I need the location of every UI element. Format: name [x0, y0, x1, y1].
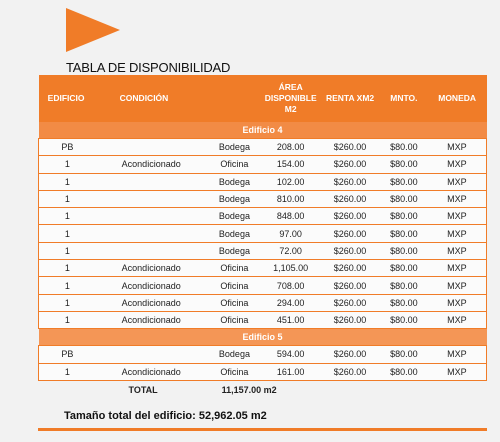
cell-mnto: $80.00	[380, 311, 428, 328]
group-band-label: Edificio 5	[39, 329, 487, 346]
cell-mnto: $80.00	[380, 260, 428, 277]
cell-moneda: MXP	[428, 190, 487, 207]
cell-area: 708.00	[261, 277, 320, 294]
cell-renta: $260.00	[320, 139, 380, 156]
header-renta: RENTA XM2	[320, 75, 380, 122]
header-edificio: EDIFICIO	[39, 75, 96, 122]
table-row	[39, 139, 487, 156]
cell-renta: $260.00	[320, 346, 380, 363]
cell-moneda: MXP	[428, 242, 487, 259]
cell-mnto: $80.00	[380, 363, 428, 380]
total-value: 11,157.00 m2	[221, 384, 277, 395]
header-area	[261, 75, 320, 122]
cell-nivel: 1	[39, 242, 96, 259]
cell-nivel: 1	[39, 294, 96, 311]
cell-nivel: 1	[39, 225, 96, 242]
cell-moneda: MXP	[428, 156, 487, 173]
cell-mnto: $80.00	[380, 190, 428, 207]
total-label: TOTAL	[128, 384, 158, 395]
cell-nivel: 1	[39, 311, 96, 328]
cell-nivel: 1	[39, 190, 96, 207]
table-row	[39, 260, 487, 277]
cell-moneda: MXP	[428, 294, 487, 311]
cell-mnto: $80.00	[380, 173, 428, 190]
cell-nivel: 1	[39, 260, 96, 277]
cell-tipo: Oficina	[208, 156, 262, 173]
header-condicion: CONDICIÓN	[96, 75, 208, 122]
table-row	[39, 225, 487, 242]
cell-mnto: $80.00	[380, 139, 428, 156]
cell-nivel: 1	[39, 208, 96, 225]
cell-area: 102.00	[261, 173, 320, 190]
cell-tipo: Bodega	[208, 190, 262, 207]
cell-mnto: $80.00	[380, 294, 428, 311]
cell-tipo: Oficina	[208, 260, 262, 277]
cell-renta: $260.00	[320, 208, 380, 225]
cell-mnto: $80.00	[380, 277, 428, 294]
table-row	[39, 346, 487, 363]
total-spacer	[380, 380, 487, 399]
header-tipo	[208, 75, 262, 122]
building-total-summary: Tamaño total del edificio: 52,962.05 m2	[64, 410, 267, 422]
cell-renta: $260.00	[320, 277, 380, 294]
cell-renta: $260.00	[320, 294, 380, 311]
cell-tipo: Bodega	[208, 208, 262, 225]
cell-tipo: Oficina	[208, 311, 262, 328]
cell-moneda: MXP	[428, 363, 487, 380]
cell-mnto: $80.00	[380, 156, 428, 173]
cell-tipo: Bodega	[208, 346, 262, 363]
cell-condicion: Acondicionado	[96, 294, 208, 311]
cell-renta: $260.00	[320, 260, 380, 277]
cell-tipo: Bodega	[208, 225, 262, 242]
table-row	[39, 277, 487, 294]
cell-nivel: PB	[39, 139, 96, 156]
cell-area: 72.00	[261, 242, 320, 259]
table-row	[39, 294, 487, 311]
cell-condicion: Acondicionado	[96, 260, 208, 277]
cell-area: 848.00	[261, 208, 320, 225]
cell-moneda: MXP	[428, 208, 487, 225]
cell-moneda: MXP	[428, 225, 487, 242]
cell-area: 810.00	[261, 190, 320, 207]
availability-table	[38, 75, 487, 399]
table-row	[39, 156, 487, 173]
group-band-row	[39, 122, 487, 139]
cell-moneda: MXP	[428, 260, 487, 277]
table-row	[39, 190, 487, 207]
cell-condicion	[96, 242, 208, 259]
header-area-line1: ÁREA	[278, 82, 303, 92]
bottom-divider	[38, 428, 487, 431]
cell-condicion	[96, 139, 208, 156]
cell-tipo: Bodega	[208, 242, 262, 259]
cell-tipo: Oficina	[208, 277, 262, 294]
cell-mnto: $80.00	[380, 208, 428, 225]
cell-condicion: Acondicionado	[96, 311, 208, 328]
cell-moneda: MXP	[428, 139, 487, 156]
cell-nivel: 1	[39, 363, 96, 380]
cell-renta: $260.00	[320, 311, 380, 328]
orange-triangle-logo-icon	[66, 8, 120, 52]
cell-nivel: 1	[39, 277, 96, 294]
cell-nivel: 1	[39, 156, 96, 173]
table-row	[39, 208, 487, 225]
cell-area: 208.00	[261, 139, 320, 156]
cell-moneda: MXP	[428, 277, 487, 294]
table-header-row	[39, 75, 487, 122]
total-row	[39, 380, 487, 399]
header-area-line3: M2	[284, 104, 297, 114]
cell-moneda: MXP	[428, 346, 487, 363]
cell-condicion: Acondicionado	[96, 277, 208, 294]
cell-area: 154.00	[261, 156, 320, 173]
table-row	[39, 363, 487, 380]
cell-area: 294.00	[261, 294, 320, 311]
cell-tipo: Bodega	[208, 139, 262, 156]
cell-condicion: Acondicionado	[96, 156, 208, 173]
cell-condicion	[96, 173, 208, 190]
cell-mnto: $80.00	[380, 242, 428, 259]
cell-tipo: Bodega	[208, 173, 262, 190]
page-title: TABLA DE DISPONIBILIDAD	[66, 60, 231, 75]
cell-condicion	[96, 346, 208, 363]
cell-tipo: Oficina	[208, 363, 262, 380]
cell-nivel: PB	[39, 346, 96, 363]
cell-condicion	[96, 208, 208, 225]
cell-area: 97.00	[261, 225, 320, 242]
cell-tipo: Oficina	[208, 294, 262, 311]
cell-renta: $260.00	[320, 190, 380, 207]
cell-area: 594.00	[261, 346, 320, 363]
cell-nivel: 1	[39, 173, 96, 190]
table-row	[39, 311, 487, 328]
group-band-label: Edificio 4	[39, 122, 487, 139]
table-row	[39, 242, 487, 259]
group-band-row	[39, 329, 487, 346]
cell-moneda: MXP	[428, 311, 487, 328]
cell-area: 451.00	[261, 311, 320, 328]
cell-condicion	[96, 190, 208, 207]
cell-mnto: $80.00	[380, 225, 428, 242]
cell-renta: $260.00	[320, 242, 380, 259]
cell-condicion: Acondicionado	[96, 363, 208, 380]
table-row	[39, 173, 487, 190]
header-moneda: MONEDA	[428, 75, 487, 122]
cell-mnto: $80.00	[380, 346, 428, 363]
cell-renta: $260.00	[320, 363, 380, 380]
cell-moneda: MXP	[428, 173, 487, 190]
cell-renta: $260.00	[320, 173, 380, 190]
header-mnto: MNTO.	[380, 75, 428, 122]
cell-condicion	[96, 225, 208, 242]
cell-area: 1,105.00	[261, 260, 320, 277]
header-area-line2: DISPONIBLE	[264, 93, 317, 103]
cell-renta: $260.00	[320, 225, 380, 242]
cell-renta: $260.00	[320, 156, 380, 173]
cell-area: 161.00	[261, 363, 320, 380]
